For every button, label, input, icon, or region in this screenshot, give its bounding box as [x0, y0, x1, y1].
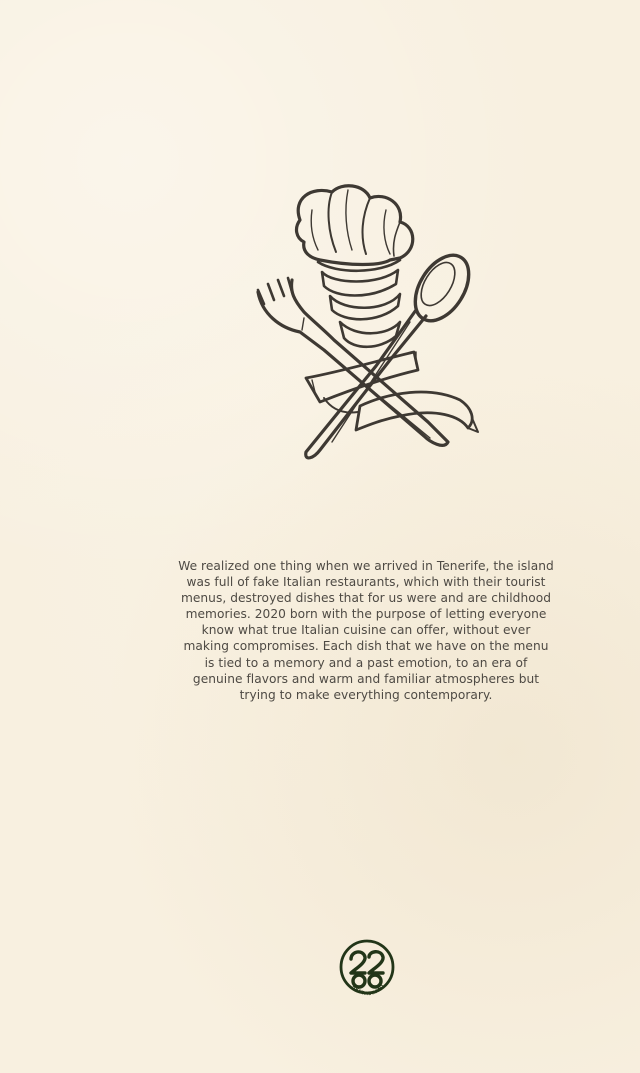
- logo-wordmark: RESTAURANT: [350, 983, 387, 997]
- 2020-restaurante-logo-icon: [337, 937, 397, 997]
- chef-hat-fork-spoon-icon: [240, 180, 490, 480]
- restaurant-logo: [337, 937, 397, 997]
- story-paragraph: We realized one thing when we arrived in Tenerife, the island was full of fake Italian restaurants, which with their tourist menus, destroyed dishes that for us were and are childhood memories. 2020 born with the purpose of letting everyone know what true Italian cuisine can offer, without ever making compromises. Each dish that we have on the menu is tied to a memory and a past emotion, to an era of genuine flavors and warm and familiar atmospheres but trying to make everything contemporary.: [178, 559, 554, 702]
